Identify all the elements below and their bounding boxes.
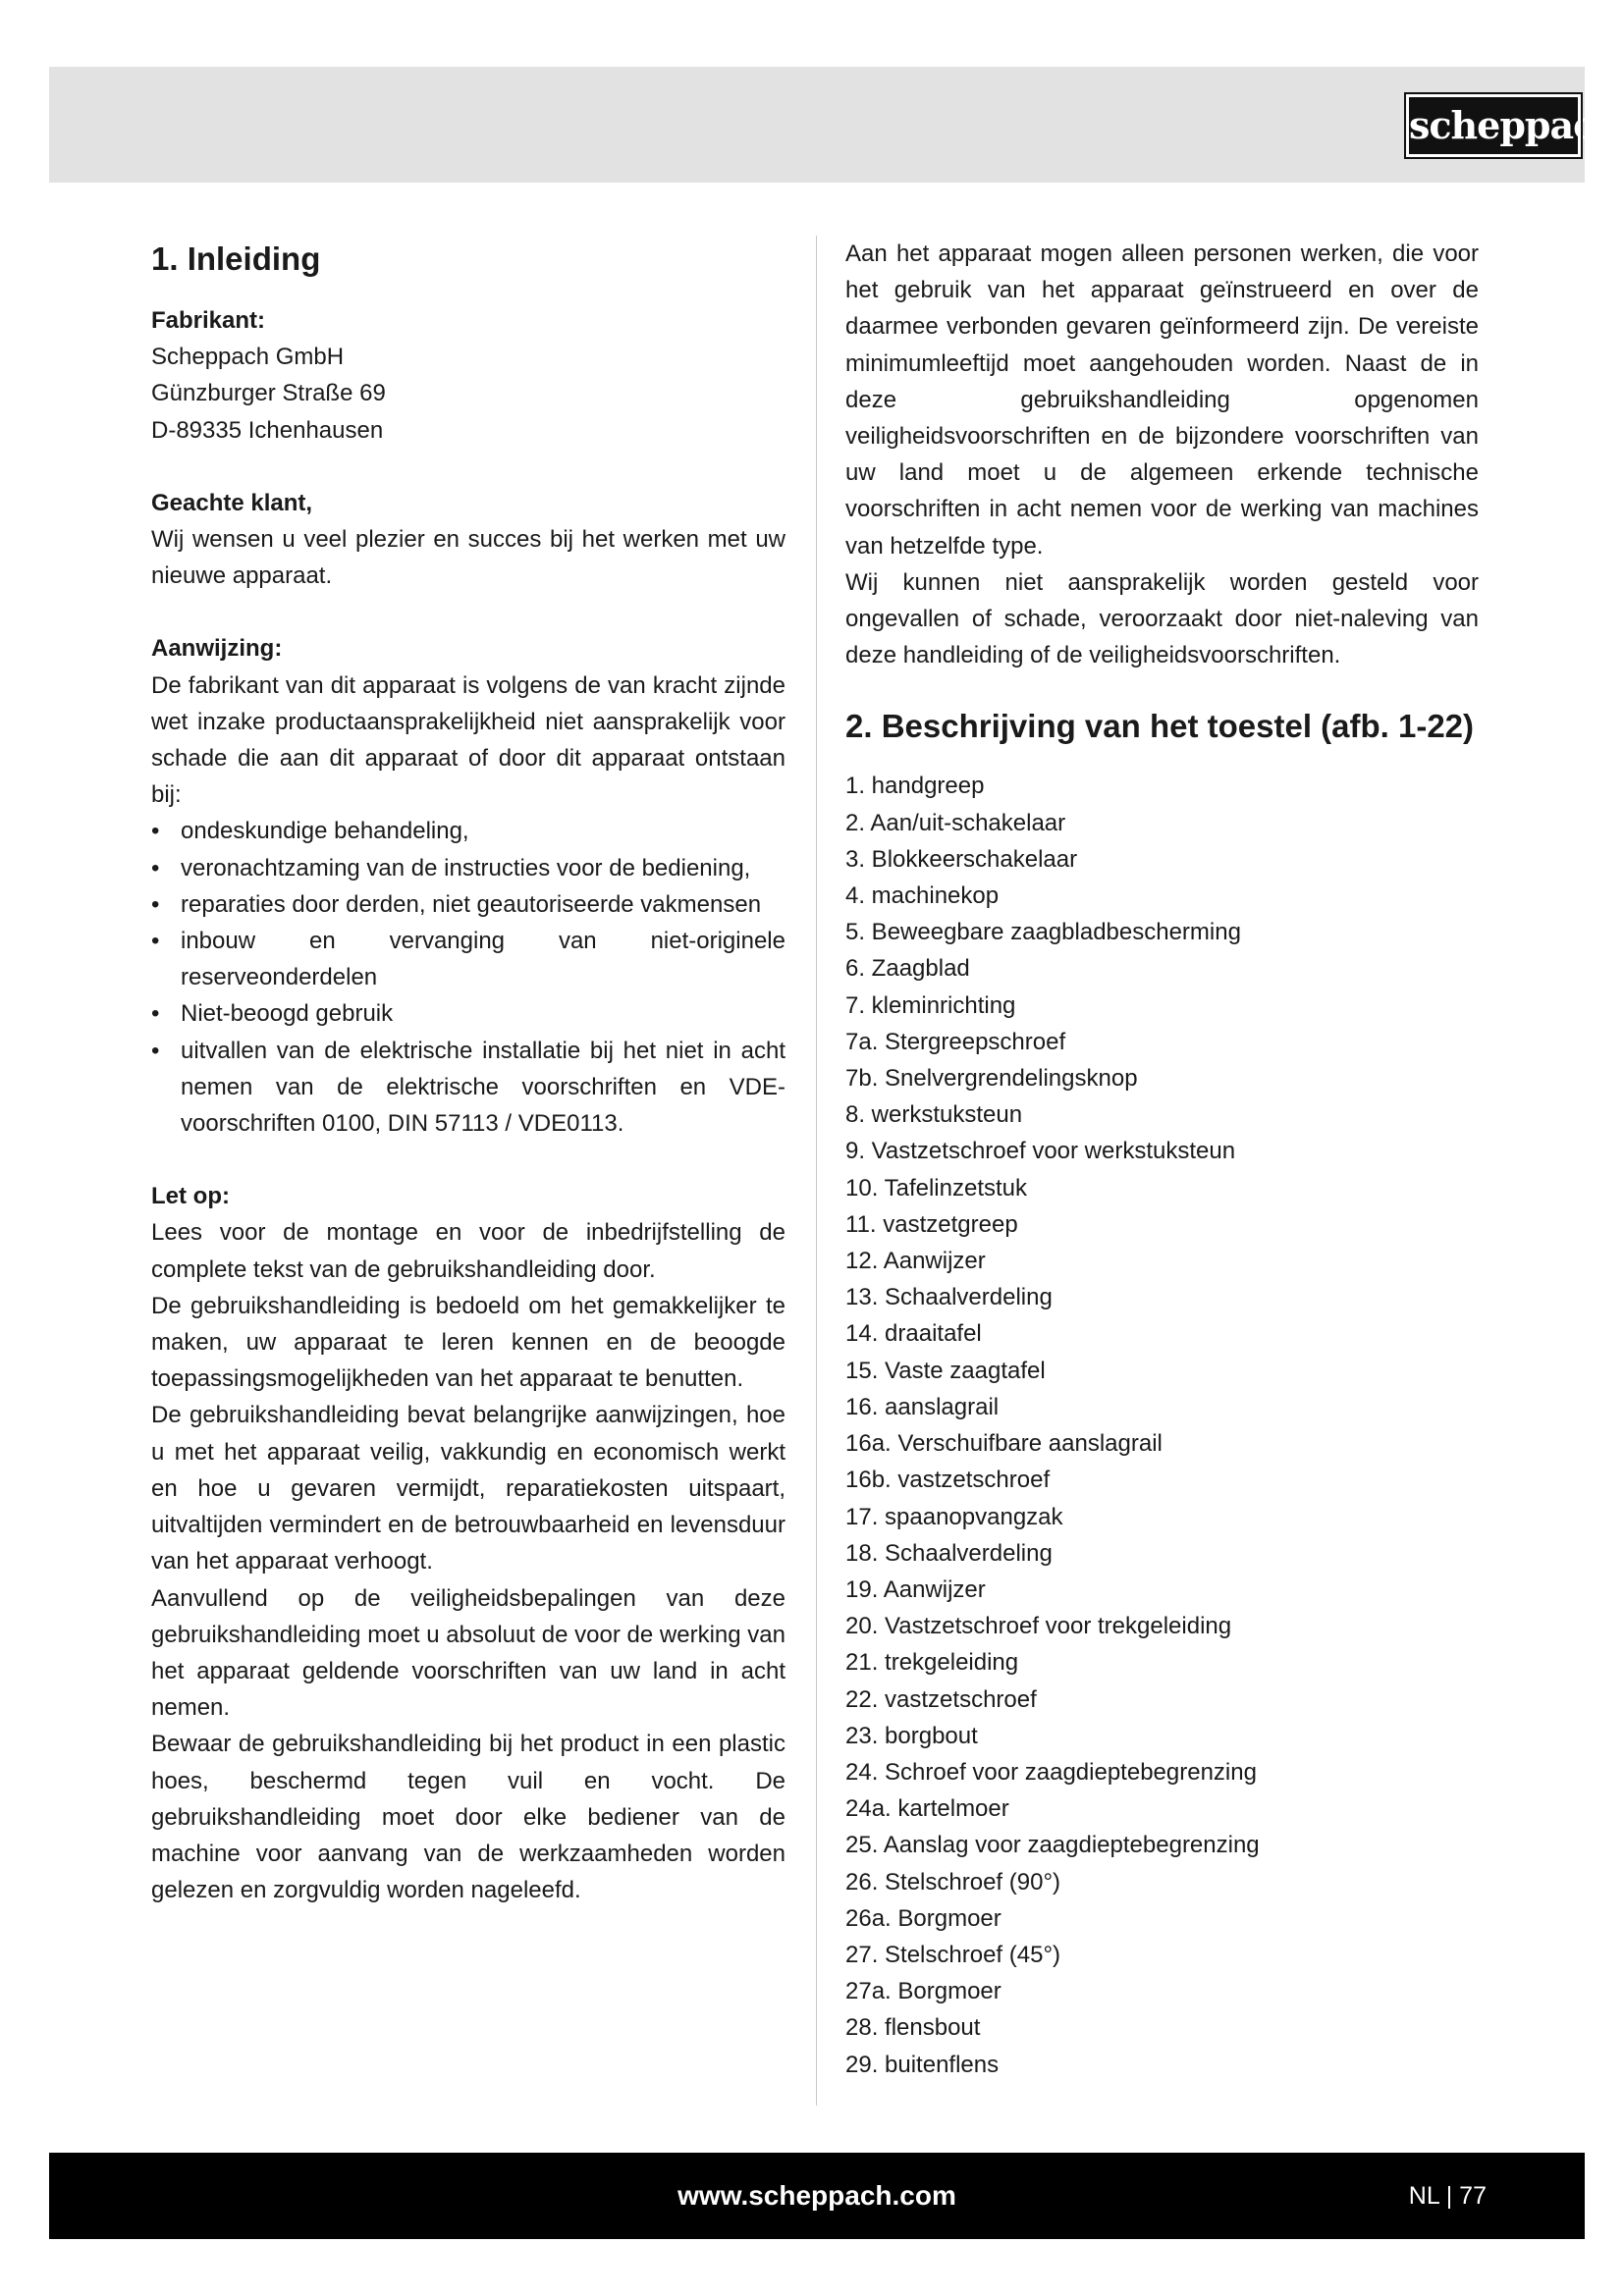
website-link[interactable]: www.scheppach.com bbox=[677, 2180, 956, 2211]
bullet-item: • uitvallen van de elektrische installatie bij het niet in acht nemen van de elektrische voorschriften en VDE-voorschriften 0100, DIN 57113 / VDE0113. bbox=[151, 1033, 785, 1143]
list-item: 19. Aanwijzer bbox=[845, 1575, 986, 1603]
list-item: 5. Beweegbare zaagbladbescherming bbox=[845, 919, 1241, 946]
page-header bbox=[49, 67, 1621, 183]
attention-block bbox=[151, 1178, 785, 1908]
attention-paragraph: De gebruikshandleiding is bedoeld om het gemakkelijker te maken, uw apparaat te leren kennen en de beoogde toepassingsmogelijkheden van het apparaat te benutten. bbox=[151, 1292, 785, 1393]
intro-paragraph: Wij kunnen niet aansprakelijk worden gesteld voor ongevallen of schade, veroorzaakt door niet-naleving van deze handleiding of de veiligheidsvoorschriften. bbox=[845, 568, 1479, 669]
list-item: 27a. Borgmoer bbox=[845, 1978, 1001, 2005]
list-item: 26. Stelschroef (90°) bbox=[845, 1868, 1061, 1896]
list-item: 7a. Stergreepschroef bbox=[845, 1028, 1066, 1055]
manufacturer-line: Scheppach GmbH bbox=[151, 344, 345, 371]
list-item: 22. vastzetschroef bbox=[845, 1685, 1037, 1713]
notice-bullet-list bbox=[151, 813, 785, 1142]
manufacturer-line: D-89335 Ichenhausen bbox=[151, 416, 384, 444]
list-item: 23. borgbout bbox=[845, 1722, 978, 1749]
parts-list bbox=[845, 768, 1479, 2082]
list-item: 16. aanslagrail bbox=[845, 1393, 1000, 1420]
notice-block bbox=[151, 630, 785, 1142]
list-item: 25. Aanslag voor zaagdieptebegrenzing bbox=[845, 1832, 1260, 1859]
list-item: 16b. vastzetschroef bbox=[845, 1467, 1051, 1494]
list-item: 21. trekgeleiding bbox=[845, 1649, 1019, 1677]
list-item: 15. Vaste zaagtafel bbox=[845, 1357, 1046, 1384]
list-item: 13. Schaalverdeling bbox=[845, 1284, 1053, 1311]
list-item: 2. Aan/uit-schakelaar bbox=[845, 809, 1066, 836]
bullet-item: • inbouw en vervanging van niet-originele reserveonderdelen bbox=[151, 923, 785, 995]
attention-paragraph: Lees voor de montage en voor de inbedrijfstelling de complete tekst van de gebruikshandleiding door. bbox=[151, 1219, 785, 1283]
list-item: 26a. Borgmoer bbox=[845, 1904, 1001, 1932]
scheppach-logo: scheppach bbox=[1406, 94, 1581, 157]
left-column bbox=[151, 236, 785, 1908]
list-item: 3. Blokkeerschakelaar bbox=[845, 845, 1078, 873]
greeting-text: Wij wensen u veel plezier en succes bij het werken met uw nieuwe apparaat. bbox=[151, 526, 785, 590]
list-item: 17. spaanopvangzak bbox=[845, 1503, 1063, 1530]
page-footer bbox=[49, 2153, 1585, 2239]
list-item: 24a. kartelmoer bbox=[845, 1795, 1009, 1823]
bullet-item: • Niet-beoogd gebruik bbox=[151, 995, 785, 1032]
bullet-item: • ondeskundige behandeling, bbox=[151, 813, 785, 849]
list-item: 16a. Verschuifbare aanslagrail bbox=[845, 1430, 1163, 1458]
list-item: 29. buitenflens bbox=[845, 2051, 1000, 2078]
attention-paragraph: Bewaar de gebruikshandleiding bij het product in een plastic hoes, beschermd tegen vuil en vocht. De gebruikshandleiding moet door elke bediener van de machine voor aanvang van de werkzaamheden worden gelezen en zorgvuldig worden nageleefd. bbox=[151, 1731, 785, 1904]
list-item: 4. machinekop bbox=[845, 882, 1000, 910]
attention-label: Let op: bbox=[151, 1183, 230, 1210]
list-item: 7. kleminrichting bbox=[845, 991, 1016, 1019]
list-item: 12. Aanwijzer bbox=[845, 1248, 986, 1275]
right-column bbox=[845, 236, 1479, 2083]
list-item: 18. Schaalverdeling bbox=[845, 1539, 1053, 1567]
list-item: 27. Stelschroef (45°) bbox=[845, 1941, 1061, 1968]
bullet-item: • reparaties door derden, niet geautoriseerde vakmensen bbox=[151, 886, 785, 923]
notice-text: De fabrikant van dit apparaat is volgens de van kracht zijnde wet inzake productaansprakelijkheid niet aansprakelijk voor schade die aan dit apparaat of door dit apparaat ontstaan bij: bbox=[151, 671, 785, 809]
manufacturer-block bbox=[151, 302, 785, 449]
greeting-label: Geachte klant, bbox=[151, 489, 313, 516]
page-number: NL | 77 bbox=[1408, 2182, 1487, 2210]
attention-paragraph: De gebruikshandleiding bevat belangrijke aanwijzingen, hoe u met het apparaat veilig, vakkundig en economisch werkt en hoe u gevaren vermijdt, reparatiekosten uitspaart, uitvaltijden vermindert en de betrouwbaarheid en levensduur van het apparaat verhoogt. bbox=[151, 1402, 785, 1575]
list-item: 1. handgreep bbox=[845, 773, 985, 800]
notice-label: Aanwijzing: bbox=[151, 635, 283, 663]
section-title-beschrijving: 2. Beschrijving van het toestel (afb. 1-22) bbox=[845, 708, 1475, 745]
greeting-block bbox=[151, 485, 785, 595]
list-item: 9. Vastzetschroef voor werkstuksteun bbox=[845, 1138, 1236, 1165]
bullet-item: • veronachtzaming van de instructies voor de bediening, bbox=[151, 850, 785, 886]
list-item: 11. vastzetgreep bbox=[845, 1210, 1018, 1238]
list-item: 14. draaitafel bbox=[845, 1320, 982, 1348]
list-item: 20. Vastzetschroef voor trekgeleiding bbox=[845, 1613, 1232, 1640]
column-divider bbox=[816, 236, 817, 2106]
intro-paragraph: Aan het apparaat mogen alleen personen werken, die voor het gebruik van het apparaat geïnstrueerd en over de daarmee verbonden gevaren geïnformeerd zijn. De vereiste minimumleeftijd moet aangehouden worden. Naast de in deze gebruikshandleiding opgenomen veiligheidsvoorschriften en de bijzondere voorschriften van uw land moet u de algemeen erkende technische voorschriften in acht nemen voor de werking van machines van hetzelfde type. bbox=[845, 240, 1479, 560]
section-title-inleiding: 1. Inleiding bbox=[151, 240, 321, 277]
list-item: 28. flensbout bbox=[845, 2014, 981, 2042]
attention-paragraph: Aanvullend op de veiligheidsbepalingen van deze gebruikshandleiding moet u absoluut de voor de werking van het apparaat geldende voorschriften van uw land in acht nemen. bbox=[151, 1584, 785, 1722]
list-item: 10. Tafelinzetstuk bbox=[845, 1174, 1028, 1201]
list-item: 7b. Snelvergrendelingsknop bbox=[845, 1065, 1138, 1093]
list-item: 24. Schroef voor zaagdieptebegrenzing bbox=[845, 1758, 1257, 1786]
manufacturer-line: Günzburger Straße 69 bbox=[151, 380, 386, 407]
list-item: 8. werkstuksteun bbox=[845, 1101, 1023, 1129]
list-item: 6. Zaagblad bbox=[845, 955, 970, 983]
manufacturer-label: Fabrikant: bbox=[151, 307, 266, 334]
